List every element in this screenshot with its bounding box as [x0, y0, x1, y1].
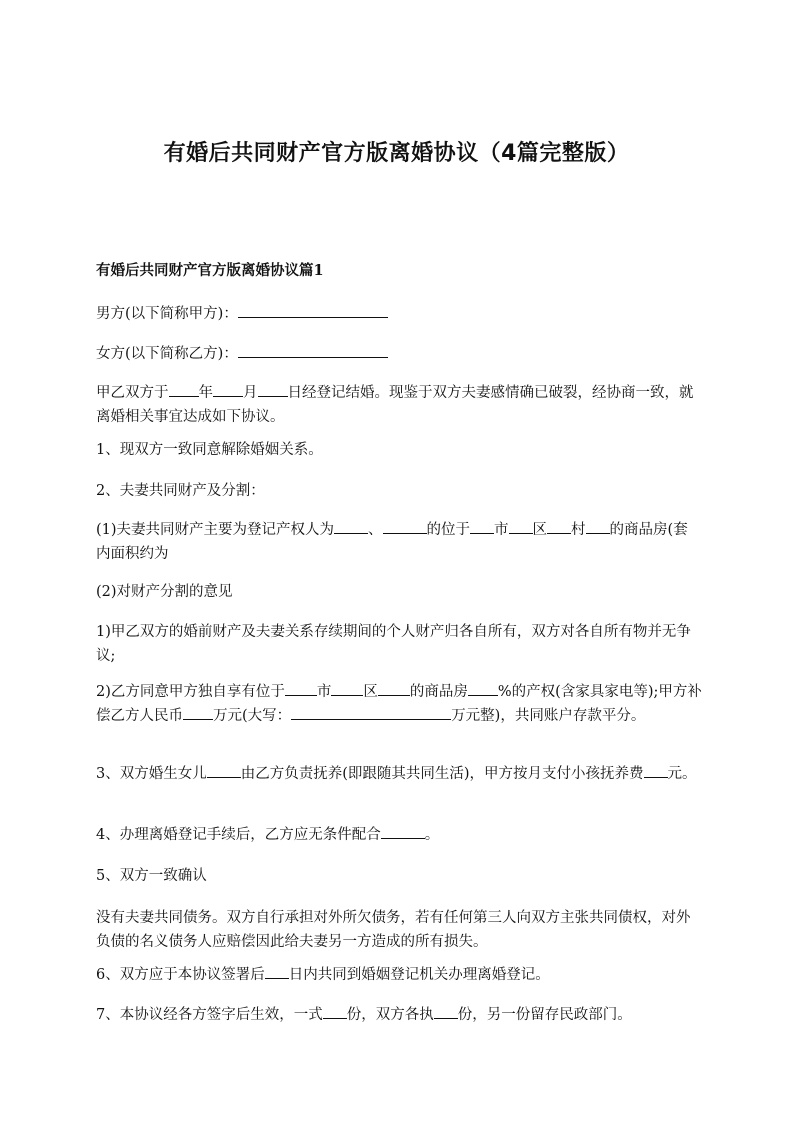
village-blank[interactable] — [547, 519, 571, 534]
child-support-blank[interactable] — [644, 763, 668, 778]
marriage-day-blank[interactable] — [258, 382, 288, 397]
intro-text-2: 年 — [198, 385, 213, 401]
clause-6-text-1: 6、双方应于本协议签署后 — [96, 967, 265, 983]
clause-3 — [96, 762, 702, 786]
intro-text-3: 月 — [243, 385, 258, 401]
woman-party-label: 女方(以下简称乙方)： — [96, 346, 238, 362]
clause-2-1-text-2: 、 — [368, 522, 383, 538]
clause-7 — [96, 1003, 702, 1027]
marriage-year-blank[interactable] — [169, 382, 199, 397]
clause-2-1-text-5: 区 — [532, 522, 548, 538]
clause-5: 5、双方一致确认 — [96, 868, 207, 884]
clause-2-2-2-text-4: 的商品房 — [409, 684, 468, 700]
section-heading: 有婚后共同财产官方版离婚协议篇1 — [96, 262, 324, 279]
clause-2-2-1: 1)甲乙双方的婚前财产及夫妻关系存续期间的个人财产归各自所有，双方对各自所有物并无争议; — [96, 624, 691, 664]
document-title: 有婚后共同财产官方版离婚协议（4篇完整版） — [163, 141, 630, 166]
clause-1: 1、现双方一致同意解除婚姻关系。 — [96, 442, 323, 458]
clause-2-2-2-text-1: 2)乙方同意甲方独自享有位于 — [96, 684, 285, 700]
intro-paragraph — [96, 381, 702, 429]
clause-3-text-2: 由乙方负责抚养(即跟随其共同生活)，甲方按月支付小孩抚养费 — [240, 766, 644, 782]
house-district-blank[interactable] — [331, 681, 363, 696]
clause-2-1-text-7: 的商品房(套内面积约为 — [96, 522, 688, 562]
clause-2-1-text-6: 村 — [571, 522, 586, 538]
woman-party-line — [96, 342, 702, 366]
cooperation-blank[interactable] — [381, 824, 425, 839]
man-party-line — [96, 302, 702, 326]
city-blank[interactable] — [470, 519, 494, 534]
house-share-blank[interactable] — [378, 681, 410, 696]
clause-2-2-2-text-7: 万元整)，共同账户存款平分。 — [451, 708, 646, 724]
house-city-blank[interactable] — [285, 681, 317, 696]
clause-7-text-3: 份，另一份留存民政部门。 — [457, 1007, 632, 1023]
intro-text-4: 日经登记结婚。现鉴于双方夫妻感情确已破裂，经协商一致，就离婚相关事宜达成如下协议。 — [96, 385, 694, 425]
clause-5-body: 没有夫妻共同债务。双方自行承担对外所欠债务，若有任何第三人向双方主张共同债权，对外负债的名义债务人应赔偿因此给夫妻另一方造成的所有损失。 — [96, 910, 691, 950]
clause-2-2-2-text-6: 万元(大写： — [213, 708, 292, 724]
clause-6-text-2: 日内共同到婚姻登记机关办理离婚登记。 — [288, 967, 550, 983]
clause-6 — [96, 963, 702, 987]
owner-2-blank[interactable] — [383, 519, 427, 534]
clause-4-text-2: 。 — [424, 827, 440, 843]
man-party-label: 男方(以下简称甲方)： — [96, 306, 238, 322]
clause-2-1-text-1: (1)夫妻共同财产主要为登记产权人为 — [96, 522, 335, 538]
clause-2-2-2-text-2: 市 — [316, 684, 332, 700]
clause-3-text-3: 元。 — [667, 766, 697, 782]
clause-4-text-1: 4、办理离婚登记手续后，乙方应无条件配合 — [96, 827, 381, 843]
clause-7-text-1: 7、本协议经各方签字后生效，一式 — [96, 1007, 323, 1023]
clause-4 — [96, 823, 702, 847]
clause-7-text-2: 份，双方各执 — [346, 1007, 434, 1023]
clause-2-1-text-3: 的位于 — [426, 522, 471, 538]
compensation-uppercase-blank[interactable] — [291, 705, 451, 720]
woman-name-blank[interactable] — [238, 343, 388, 358]
copies-total-blank[interactable] — [323, 1004, 347, 1019]
intro-text-1: 甲乙双方于 — [96, 385, 169, 401]
clause-2-2-2-text-3: 区 — [363, 684, 378, 700]
percent-blank[interactable] — [468, 681, 498, 696]
clause-2-1 — [96, 518, 702, 566]
clause-2-2-2-text-5: %的产权(含家具家电等);甲方补偿乙方人民币 — [96, 684, 702, 724]
owner-1-blank[interactable] — [334, 519, 368, 534]
copies-each-blank[interactable] — [434, 1004, 458, 1019]
clause-2-2-2 — [96, 680, 702, 728]
clause-2-1-text-4: 市 — [494, 522, 509, 538]
district-blank[interactable] — [509, 519, 533, 534]
daughter-name-blank[interactable] — [207, 763, 241, 778]
clause-2-2: (2)对财产分割的意见 — [96, 584, 233, 600]
man-name-blank[interactable] — [238, 303, 388, 318]
marriage-month-blank[interactable] — [213, 382, 243, 397]
compensation-blank[interactable] — [183, 705, 213, 720]
area-blank[interactable] — [586, 519, 610, 534]
clause-3-text-1: 3、双方婚生女儿 — [96, 766, 207, 782]
clause-2: 2、夫妻共同财产及分割： — [96, 483, 265, 499]
days-blank[interactable] — [265, 964, 289, 979]
